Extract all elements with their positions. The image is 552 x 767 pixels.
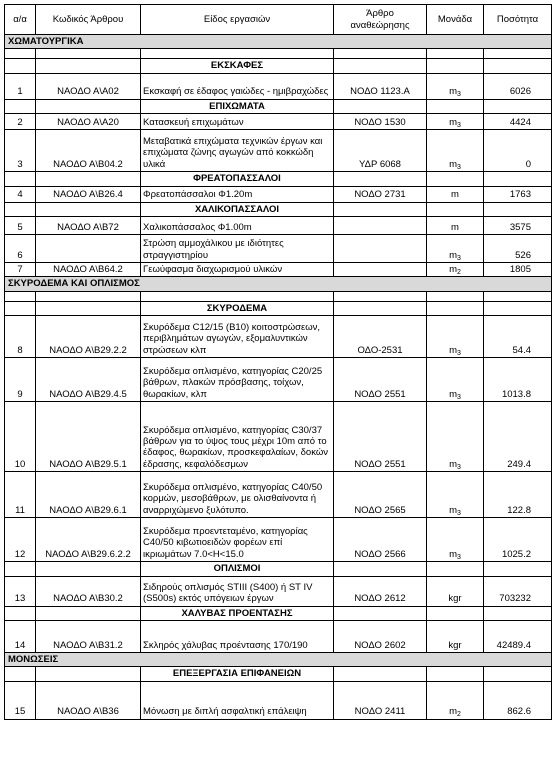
row-revision: ΝΟΔΟ 2602	[334, 620, 427, 652]
row-code: ΝΑΟΔΟ Α\Β29.4.5	[36, 358, 141, 402]
row-unit: kgr	[427, 576, 484, 606]
col-header-unit: Μονάδα	[427, 5, 484, 35]
row-unit	[427, 114, 484, 130]
row-quantity: 6026	[484, 73, 552, 99]
row-unit	[427, 472, 484, 518]
row-aa: 5	[5, 216, 36, 234]
row-revision: ΟΔΟ-2531	[334, 316, 427, 358]
row-code: ΝΑΟΔΟ Α\Β31.2	[36, 620, 141, 652]
row-revision: ΝΟΔΟ 2411	[334, 681, 427, 719]
col-header-revision: Άρθρο αναθεώρησης	[334, 5, 427, 35]
col-header-kind: Είδος εργασιών	[141, 5, 334, 35]
unit-exponent: 3	[457, 553, 461, 561]
row-code: ΝΑΟΔΟ Α\Β72	[36, 216, 141, 234]
row-unit: m	[427, 216, 484, 234]
row-revision	[334, 262, 427, 276]
row-revision	[334, 234, 427, 262]
section-row	[5, 652, 552, 666]
row-description: Σκυρόδεμα προεντεταμένο, κατηγορίας C40/50 κιβωτιοειδών φορέων επί ικριωμάτων 7.0<H<15.0	[141, 518, 334, 562]
row-revision: ΝΟΔΟ 2565	[334, 472, 427, 518]
section-row	[5, 35, 552, 49]
row-aa: 8	[5, 316, 36, 358]
unit-base: m	[449, 388, 457, 400]
row-aa: 10	[5, 402, 36, 472]
row-description: Σκυρόδεμα οπλισμένο, κατηγορίας C30/37 βάθρων για το ύψος τους μέχρι 10m από το έδαφος, θωρακίων, προσκεφαλαίων, δοκών έδρασης, κεφαλόδεσμων	[141, 402, 334, 472]
row-quantity: 703232	[484, 576, 552, 606]
row-description: Κατασκευή επιχωμάτων	[141, 114, 334, 130]
row-revision: ΝΟΔΟ 2566	[334, 518, 427, 562]
row-code: ΝΑΟΔΟ Α\Α20	[36, 114, 141, 130]
unit-base: m	[449, 86, 457, 98]
row-aa: 2	[5, 114, 36, 130]
row-quantity: 122.8	[484, 472, 552, 518]
subsection-row	[5, 202, 552, 216]
row-description: Στρώση αμμοχάλικου με ιδιότητες στραγγιστηρίου	[141, 234, 334, 262]
table-row	[5, 518, 552, 562]
spacer-row	[5, 49, 552, 59]
row-description: Μεταβατικά επιχώματα τεχνικών έργων και επιχώματα ζώνης αγωγών από κοκκώδη υλικά	[141, 130, 334, 172]
row-quantity: 1013.8	[484, 358, 552, 402]
unit-base: m	[449, 458, 457, 470]
unit-exponent: 2	[457, 711, 461, 719]
row-quantity: 1763	[484, 186, 552, 202]
section-row	[5, 277, 552, 291]
subsection-wellpiles: ΦΡΕΑΤΟΠΑΣΣΑΛΟΙ	[141, 172, 334, 186]
row-description: Σιδηρούς οπλισμός STIII (S400) ή ST IV (S500s) εκτός υπόγειων έργων	[141, 576, 334, 606]
row-aa: 1	[5, 73, 36, 99]
row-unit	[427, 402, 484, 472]
row-unit: m	[427, 186, 484, 202]
row-aa: 13	[5, 576, 36, 606]
subsection-concrete: ΣΚΥΡΟΔΕΜΑ	[141, 301, 334, 315]
row-aa: 7	[5, 262, 36, 276]
unit-exponent: 2	[457, 268, 461, 276]
table-row	[5, 73, 552, 99]
col-header-aa: α/α	[5, 5, 36, 35]
spacer-row	[5, 291, 552, 301]
row-aa: 3	[5, 130, 36, 172]
row-code: ΝΑΟΔΟ Α\Β29.6.1	[36, 472, 141, 518]
col-header-qty: Ποσότητα	[484, 5, 552, 35]
subsection-row	[5, 606, 552, 620]
unit-base: m	[449, 263, 457, 275]
subsection-embankments: ΕΠΙΧΩΜΑΤΑ	[141, 99, 334, 113]
subsection-row	[5, 667, 552, 681]
row-code: ΝΑΟΔΟ Α\Β30.2	[36, 576, 141, 606]
subsection-row	[5, 301, 552, 315]
header-row	[5, 5, 552, 35]
table-row	[5, 681, 552, 719]
row-unit	[427, 358, 484, 402]
table-row	[5, 216, 552, 234]
section-insulation: ΜΟΝΩΣΕΙΣ	[5, 652, 552, 666]
row-revision: ΝΟΔΟ 2551	[334, 402, 427, 472]
row-quantity: 249.4	[484, 402, 552, 472]
section-concrete: ΣΚΥΡΟΔΕΜΑ ΚΑΙ ΟΠΛΙΣΜΟΣ	[5, 277, 552, 291]
table-row	[5, 402, 552, 472]
table-row	[5, 620, 552, 652]
unit-base: m	[449, 158, 457, 170]
row-quantity: 42489.4	[484, 620, 552, 652]
row-description: Σκυρόδεμα οπλισμένο, κατηγορίας C20/25 βάθρων, πλακών πρόσβασης, τοίχων, θωρακίων, κλπ	[141, 358, 334, 402]
col-header-code: Κωδικός Άρθρου	[36, 5, 141, 35]
row-code	[36, 234, 141, 262]
subsection-gravelpiles: ΧΑΛΙΚΟΠΑΣΣΑΛΟΙ	[141, 202, 334, 216]
row-quantity: 1025.2	[484, 518, 552, 562]
subsection-row	[5, 172, 552, 186]
row-code: ΝΑΟΔΟ Α\Β04.2	[36, 130, 141, 172]
row-aa: 9	[5, 358, 36, 402]
row-description: Φρεατοπάσσαλοι Φ1.20m	[141, 186, 334, 202]
row-quantity: 526	[484, 234, 552, 262]
row-quantity: 4424	[484, 114, 552, 130]
row-unit	[427, 518, 484, 562]
row-unit: kgr	[427, 620, 484, 652]
section-earthworks: ΧΩΜΑΤΟΥΡΓΙΚΑ	[5, 35, 552, 49]
table-row	[5, 472, 552, 518]
row-unit	[427, 316, 484, 358]
row-revision: ΝΟΔΟ 2731	[334, 186, 427, 202]
subsection-row	[5, 562, 552, 576]
unit-exponent: 3	[457, 121, 461, 129]
unit-exponent: 3	[457, 91, 461, 99]
row-code: ΝΑΟΔΟ Α\Α02	[36, 73, 141, 99]
row-revision: ΝΟΔΟ 1530	[334, 114, 427, 130]
row-code: ΝΑΟΔΟ Α\Β64.2	[36, 262, 141, 276]
row-revision: ΝΟΔΟ 1123.Α	[334, 73, 427, 99]
unit-base: m	[449, 116, 457, 128]
unit-base: m	[449, 249, 457, 261]
row-quantity: 0	[484, 130, 552, 172]
row-description: Σκυρόδεμα οπλισμένο, κατηγορίας C40/50 κορμών, μεσοβάθρων, με ολισθαίνοντα ή αναρριχώμενο ξυλότυπο.	[141, 472, 334, 518]
row-code: ΝΑΟΔΟ Α\Β26.4	[36, 186, 141, 202]
subsection-prestress: ΧΑΛΥΒΑΣ ΠΡΟΕΝΤΑΣΗΣ	[141, 606, 334, 620]
works-table	[4, 4, 552, 720]
row-aa: 6	[5, 234, 36, 262]
row-unit	[427, 234, 484, 262]
row-code: ΝΑΟΔΟ Α\Β29.6.2.2	[36, 518, 141, 562]
row-unit	[427, 130, 484, 172]
row-quantity: 862.6	[484, 681, 552, 719]
row-code: ΝΑΟΔΟ Α\Β36	[36, 681, 141, 719]
subsection-excavations: ΕΚΣΚΑΦΕΣ	[141, 59, 334, 73]
row-code: ΝΑΟΔΟ Α\Β29.2.2	[36, 316, 141, 358]
unit-exponent: 3	[457, 463, 461, 471]
row-description: Σκυρόδεμα C12/15 (Β10) κοιτοστρώσεων, περιβλημάτων αγωγών, εξομαλυντικών στρώσεων κλπ	[141, 316, 334, 358]
row-description: Μόνωση με διπλή ασφαλτική επάλειψη	[141, 681, 334, 719]
row-unit	[427, 681, 484, 719]
unit-base: m	[449, 504, 457, 516]
row-revision: ΝΟΔΟ 2612	[334, 576, 427, 606]
subsection-row	[5, 59, 552, 73]
subsection-row	[5, 99, 552, 113]
row-description: Σκληρός χάλυβας προέντασης 170/190	[141, 620, 334, 652]
unit-base: m	[449, 344, 457, 356]
row-code: ΝΑΟΔΟ Α\Β29.5.1	[36, 402, 141, 472]
row-description: Γεωύφασμα διαχωρισμού υλικών	[141, 262, 334, 276]
unit-exponent: 3	[457, 163, 461, 171]
table-row	[5, 186, 552, 202]
row-unit	[427, 73, 484, 99]
row-description: Χαλικοπάσσαλος Φ1.00m	[141, 216, 334, 234]
row-quantity: 54.4	[484, 316, 552, 358]
row-description: Εκσκαφή σε έδαφος γαιώδες - ημιβραχώδες	[141, 73, 334, 99]
unit-exponent: 3	[457, 254, 461, 262]
row-aa: 12	[5, 518, 36, 562]
row-revision: ΝΟΔΟ 2551	[334, 358, 427, 402]
table-row	[5, 262, 552, 276]
row-aa: 11	[5, 472, 36, 518]
table-row	[5, 114, 552, 130]
subsection-reinforcement: ΟΠΛΙΣΜΟΙ	[141, 562, 334, 576]
row-quantity: 1805	[484, 262, 552, 276]
unit-exponent: 3	[457, 393, 461, 401]
table-row	[5, 130, 552, 172]
row-quantity: 3575	[484, 216, 552, 234]
row-revision	[334, 216, 427, 234]
row-unit	[427, 262, 484, 276]
row-aa: 14	[5, 620, 36, 652]
table-row	[5, 576, 552, 606]
unit-base: m	[449, 548, 457, 560]
table-row	[5, 358, 552, 402]
unit-exponent: 3	[457, 349, 461, 357]
unit-base: m	[449, 706, 457, 718]
unit-exponent: 3	[457, 509, 461, 517]
table-row	[5, 234, 552, 262]
row-aa: 15	[5, 681, 36, 719]
row-aa: 4	[5, 186, 36, 202]
subsection-surface: ΕΠΕΞΕΡΓΑΣΙΑ ΕΠΙΦΑΝΕΙΩΝ	[141, 667, 334, 681]
table-row	[5, 316, 552, 358]
row-revision: ΥΔΡ 6068	[334, 130, 427, 172]
